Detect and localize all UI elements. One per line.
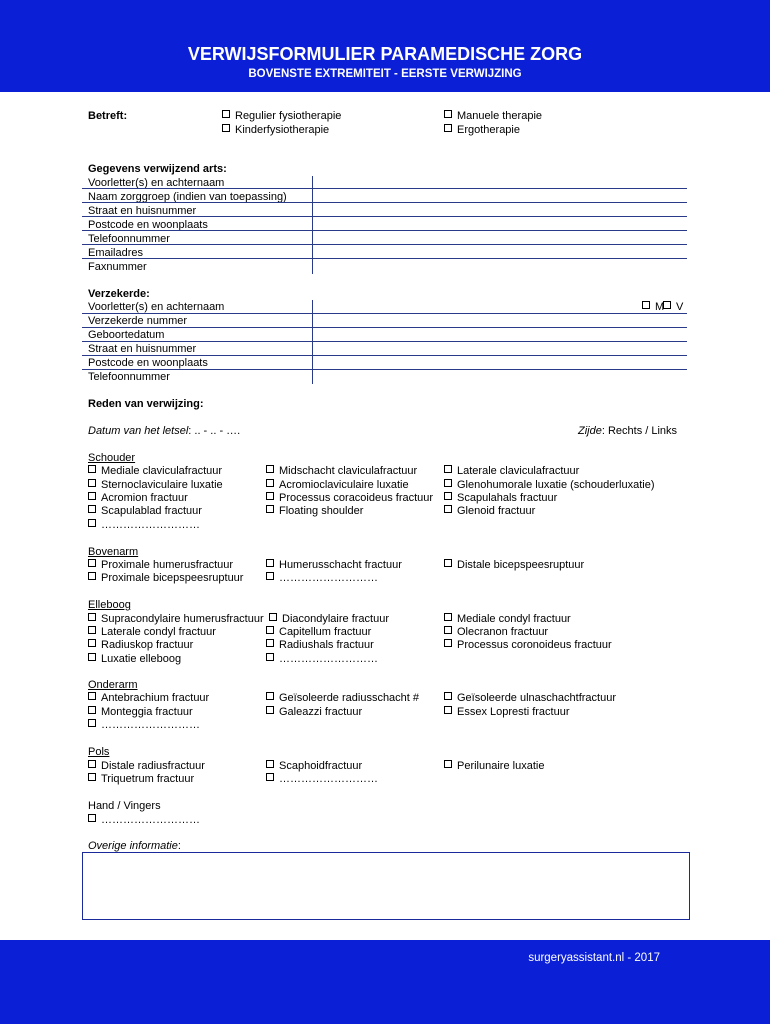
schouder-option[interactable]: Midschacht claviculafractuur (266, 464, 417, 478)
bovenarm-option[interactable]: Distale bicepspeesruptuur (444, 558, 584, 572)
form-subtitle: BOVENSTE EXTREMITEIT - EERSTE VERWIJZING (248, 68, 522, 80)
schouder-option[interactable]: Glenoid fractuur (444, 504, 535, 518)
arts-heading: Gegevens verwijzend arts: (88, 163, 227, 175)
checkbox-icon[interactable] (266, 773, 274, 781)
checkbox-icon[interactable] (444, 626, 452, 634)
arts-field-label: Telefoonnummer (88, 233, 170, 245)
checkbox-icon[interactable] (444, 613, 452, 621)
arts-column-divider (312, 176, 313, 274)
checkbox-icon[interactable] (88, 559, 96, 567)
checkbox-icon[interactable] (266, 465, 274, 473)
elleboog-option[interactable]: Radiushals fractuur (266, 638, 374, 652)
checkbox-icon[interactable] (266, 639, 274, 647)
elleboog-option[interactable]: Supracondylaire humerusfractuur (88, 612, 264, 626)
pols-option[interactable]: Distale radiusfractuur (88, 759, 205, 773)
arts-field-label: Postcode en woonplaats (88, 219, 208, 231)
checkbox-icon[interactable] (266, 572, 274, 580)
hand-option-other[interactable]: ……………………… (88, 813, 200, 827)
checkbox-icon[interactable] (269, 613, 277, 621)
onderarm-option[interactable]: Antebrachium fractuur (88, 691, 209, 705)
schouder-option[interactable]: Laterale claviculafractuur (444, 464, 579, 478)
checkbox-icon[interactable] (88, 479, 96, 487)
verzekerde-field-label: Postcode en woonplaats (88, 357, 208, 369)
checkbox-icon[interactable] (88, 639, 96, 647)
onderarm-option[interactable]: Geïsoleerde radiusschacht # (266, 691, 419, 705)
checkbox-icon[interactable] (88, 613, 96, 621)
schouder-heading: Schouder (88, 452, 136, 464)
verzekerde-heading: Verzekerde: (88, 288, 150, 300)
onderarm-option[interactable]: Essex Lopresti fractuur (444, 705, 570, 719)
checkbox-icon[interactable] (444, 639, 452, 647)
option-kinderfysiotherapie[interactable]: Kinderfysiotherapie (222, 123, 329, 137)
onderarm-option[interactable]: Galeazzi fractuur (266, 705, 362, 719)
option-ergotherapie[interactable]: Ergotherapie (444, 123, 520, 137)
checkbox-icon[interactable] (444, 479, 452, 487)
verzekerde-field-label: Voorletter(s) en achternaam (88, 301, 225, 313)
checkbox-icon[interactable] (88, 492, 96, 500)
gender-option-m[interactable]: M (642, 300, 664, 314)
checkbox-icon[interactable] (88, 760, 96, 768)
schouder-option[interactable]: Scapulahals fractuur (444, 491, 557, 505)
elleboog-option[interactable]: Radiuskop fractuur (88, 638, 193, 652)
checkbox-icon[interactable] (88, 626, 96, 634)
overige-label: Overige informatie: (88, 840, 181, 852)
checkbox-icon[interactable] (444, 465, 452, 473)
onderarm-option-other[interactable]: ……………………… (88, 718, 200, 732)
checkbox-icon[interactable] (266, 760, 274, 768)
elleboog-option-other[interactable]: ……………………… (266, 652, 378, 666)
header-banner (0, 0, 770, 92)
elleboog-option[interactable]: Luxatie elleboog (88, 652, 181, 666)
schouder-option[interactable]: Mediale claviculafractuur (88, 464, 222, 478)
checkbox-icon[interactable] (88, 719, 96, 727)
verzekerde-field-label: Straat en huisnummer (88, 343, 197, 355)
verzekerde-field-label: Geboortedatum (88, 329, 165, 341)
arts-field-label: Voorletter(s) en achternaam (88, 177, 225, 189)
footer-text: surgeryassistant.nl - 2017 (528, 952, 660, 964)
verzekerde-input-area[interactable] (318, 300, 636, 382)
option-regulier-fysiotherapie[interactable]: Regulier fysiotherapie (222, 109, 341, 123)
option-manuele-therapie[interactable]: Manuele therapie (444, 109, 542, 123)
datum-letsel[interactable]: Datum van het letsel: .. - .. - …. (88, 425, 241, 437)
checkbox-icon[interactable] (444, 505, 452, 513)
pols-option-other[interactable]: ……………………… (266, 772, 378, 786)
checkbox-icon[interactable] (88, 814, 96, 822)
elleboog-option[interactable]: Diacondylaire fractuur (269, 612, 389, 626)
onderarm-option[interactable]: Monteggia fractuur (88, 705, 193, 719)
checkbox-icon[interactable] (222, 110, 230, 118)
checkbox-icon[interactable] (88, 692, 96, 700)
bovenarm-heading: Bovenarm (88, 546, 139, 558)
schouder-option[interactable]: Glenohumorale luxatie (schouderluxatie) (444, 478, 655, 492)
checkbox-icon[interactable] (88, 465, 96, 473)
verzekerde-field-label: Verzekerde nummer (88, 315, 188, 327)
footer-banner (0, 940, 770, 1024)
pols-option[interactable]: Triquetrum fractuur (88, 772, 194, 786)
elleboog-option[interactable]: Olecranon fractuur (444, 625, 548, 639)
checkbox-icon[interactable] (222, 124, 230, 132)
reden-heading: Reden van verwijzing: (88, 398, 204, 410)
schouder-option[interactable]: Floating shoulder (266, 504, 363, 518)
arts-field-label: Naam zorggroep (indien van toepassing) (88, 191, 287, 203)
checkbox-icon[interactable] (266, 559, 274, 567)
checkbox-icon[interactable] (444, 124, 452, 132)
elleboog-option[interactable]: Capitellum fractuur (266, 625, 371, 639)
checkbox-icon[interactable] (88, 653, 96, 661)
bovenarm-option[interactable]: Proximale bicepspeesruptuur (88, 571, 243, 585)
checkbox-icon[interactable] (444, 692, 452, 700)
checkbox-icon[interactable] (266, 479, 274, 487)
verzekerde-field-label: Telefoonnummer (88, 371, 170, 383)
elleboog-option[interactable]: Laterale condyl fractuur (88, 625, 216, 639)
pols-heading: Pols (88, 746, 110, 758)
pols-option[interactable]: Scaphoidfractuur (266, 759, 362, 773)
schouder-option[interactable]: Acromioclaviculaire luxatie (266, 478, 409, 492)
onderarm-heading: Onderarm (88, 679, 138, 691)
schouder-option[interactable]: Scapulablad fractuur (88, 504, 202, 518)
checkbox-icon[interactable] (266, 706, 274, 714)
arts-input-area[interactable] (318, 176, 686, 272)
checkbox-icon[interactable] (266, 626, 274, 634)
checkbox-icon[interactable] (266, 492, 274, 500)
arts-field-label: Emailadres (88, 247, 144, 259)
bovenarm-option-other[interactable]: ……………………… (266, 571, 378, 585)
bovenarm-option[interactable]: Proximale humerusfractuur (88, 558, 233, 572)
checkbox-icon[interactable] (266, 692, 274, 700)
hand-heading: Hand / Vingers (88, 800, 161, 812)
checkbox-icon[interactable] (88, 572, 96, 580)
elleboog-option[interactable]: Mediale condyl fractuur (444, 612, 571, 626)
overige-informatie-textarea[interactable] (82, 852, 690, 920)
checkbox-icon[interactable] (663, 301, 671, 309)
checkbox-icon[interactable] (88, 706, 96, 714)
pols-option[interactable]: Perilunaire luxatie (444, 759, 544, 773)
checkbox-icon[interactable] (266, 653, 274, 661)
checkbox-icon[interactable] (444, 492, 452, 500)
checkbox-icon[interactable] (444, 559, 452, 567)
bovenarm-option[interactable]: Humerusschacht fractuur (266, 558, 402, 572)
checkbox-icon[interactable] (88, 519, 96, 527)
verzekerde-column-divider (312, 300, 313, 384)
betreft-label: Betreft: (88, 110, 128, 122)
elleboog-heading: Elleboog (88, 599, 131, 611)
checkbox-icon[interactable] (642, 301, 650, 309)
checkbox-icon[interactable] (444, 760, 452, 768)
checkbox-icon[interactable] (266, 505, 274, 513)
elleboog-option[interactable]: Processus coronoideus fractuur (444, 638, 612, 652)
arts-field-label: Faxnummer (88, 261, 147, 273)
zijde-field[interactable]: Zijde: Rechts / Links (578, 425, 678, 437)
schouder-option-other[interactable]: ……………………… (88, 518, 200, 532)
schouder-option[interactable]: Processus coracoideus fractuur (266, 491, 433, 505)
checkbox-icon[interactable] (444, 110, 452, 118)
gender-option-v[interactable]: V (663, 300, 683, 314)
checkbox-icon[interactable] (88, 773, 96, 781)
checkbox-icon[interactable] (88, 505, 96, 513)
schouder-option[interactable]: Sternoclaviculaire luxatie (88, 478, 223, 492)
arts-field-label: Straat en huisnummer (88, 205, 197, 217)
checkbox-icon[interactable] (444, 706, 452, 714)
onderarm-option[interactable]: Geïsoleerde ulnaschachtfractuur (444, 691, 616, 705)
form-title: VERWIJSFORMULIER PARAMEDISCHE ZORG (187, 44, 583, 64)
schouder-option[interactable]: Acromion fractuur (88, 491, 188, 505)
